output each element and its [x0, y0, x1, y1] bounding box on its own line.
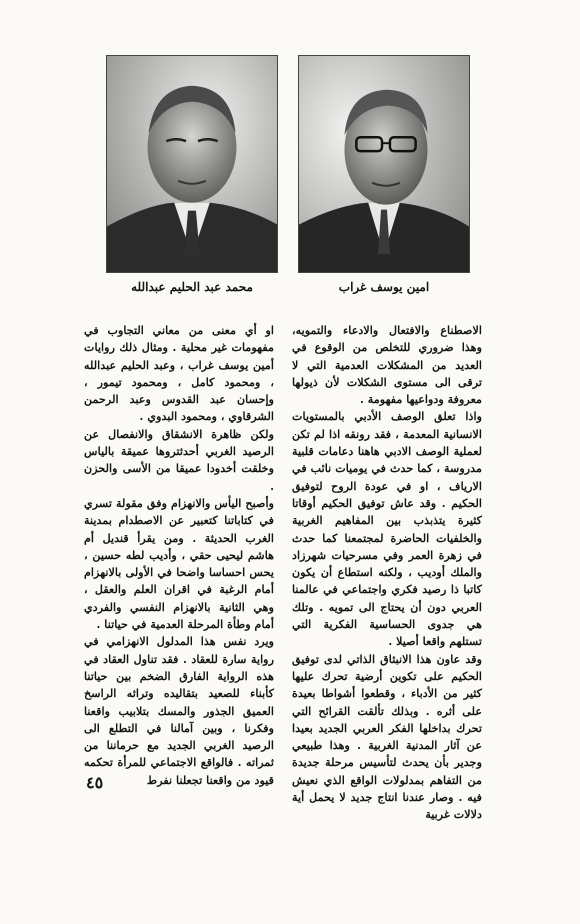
portrait-photo-abdel-halim-abdallah	[106, 55, 278, 273]
paragraph: او أي معنى من معاني التجاوب في مفهومات غير محلية . ومثال ذلك روايات أمين يوسف غراب ، وعبد الحليم عبدالله ، ومحمود كامل ، ومحمود تيمور ، وإحسان عبد القدوس وعبد الرحمن الشرقاوي ، ومحمود البدوي .	[84, 323, 274, 424]
text-column-right	[292, 322, 482, 822]
paragraph: ولكن ظاهرة الانشقاق والانفصال عن الرصيد الغربي أحدثتروها عميقة بالياس وخلقت أخدودا عميقا من الأسى والحزن .	[84, 426, 274, 493]
portrait-abdel-halim-image	[107, 56, 277, 272]
portrait-amin-image	[299, 56, 469, 272]
paragraph: الاصطناع والافتعال والادعاء والتمويه، وهذا ضروري للتخلص من الوقوع في العديد من المشكلات العدمية التي لا ترقى الى مستوى الشكلات لأن ذيولها معروفة ودواعيها مفهومة .	[292, 323, 482, 407]
paragraph: وأصبح اليأس والانهزام وفق مقولة تسري في كتاباتنا كتعبير عن الاصطدام بمدينة الغرب الحديثة . ومن يقرأ قنديل أم هاشم ليحيى حقي ، وأديب لطه حسين ، يحس احساسا واضحا في الأولى بالانهزام أمام الرغبة في اقران العلم والعقل ، وهي الثانية بالانهزام النفسي والفردي أمام وطأة المرحلة العدمية في حياتنا .	[84, 495, 274, 632]
page-number: ٤٥	[86, 773, 104, 792]
paragraph: ويرد نفس هذا المدلول الانهزامي في رواية سارة للعقاد . فقد تناول العقاد في هذه الرواية الفارق الضخم بين حياتنا كأبناء للصعيد بتقاليده وتراثه الراسخ العميق الجذور والمسك بتلابيب واقعنا وفكرنا ، وبين آمالنا في التطلع الى الرصيد الغربي الجديد مع حرماننا من ثمراته . فالواقع الاجتماعي للمرأة تحكمه قيود من واقعنا تجعلنا نفرط	[84, 634, 274, 787]
paragraph: وقد عاون هذا الانبثاق الذاتي لدى توفيق الحكيم على تكوين أرضية تحرك عليها كثير من الأدباء ، وقطعوا أشواطا بعيدة على أثره . وبذلك تألقت القرائح التي تحرك بداخلها الفكر العربي الجديد بعيدا عن آثار المدنية الغربية . وهذا طبيعي وجدير بأن يحدث لتأسيس مرحلة جديدة من التفاهم بمدلولات الواقع الذي نعيش فيه . وصار عندنا انتاج جديد لا يحمل أية دلالات غربية	[292, 651, 482, 822]
portrait-photo-amin-youssef-ghorab	[298, 55, 470, 273]
paragraph: واذا تعلق الوصف الأدبي بالمستويات الانسانية المعدمة ، فقد رونقه اذا لم تكن لعملية الوصف الادبي هاهنا دعامات قلبية مدروسة ، كما حدث في يوميات نائب في الارياف ، او في عودة الروح لتوفيق الحكيم . وقد عاش توفيق الحكيم أوقاتا كثيرة يتذبذب بين المفاهيم الغربية والخلفيات الحاضرة لمجتمعنا كما حدث في زهرة العمر وفي مسرحيات شهرزاد والملك أوديب ، ولكنه استطاع أن يكون كاتبا ذا رصيد فكري واجتماعي في عالمنا العربي دون أن يحتاج الى تمويه . وتلك هي جدوى الحساسية الفكرية التي تستلهم واقعا أصيلا .	[292, 409, 482, 649]
photo-caption-right: امين يوسف غراب	[338, 280, 430, 294]
photo-caption-left: محمد عبد الحليم عبدالله	[131, 280, 253, 294]
